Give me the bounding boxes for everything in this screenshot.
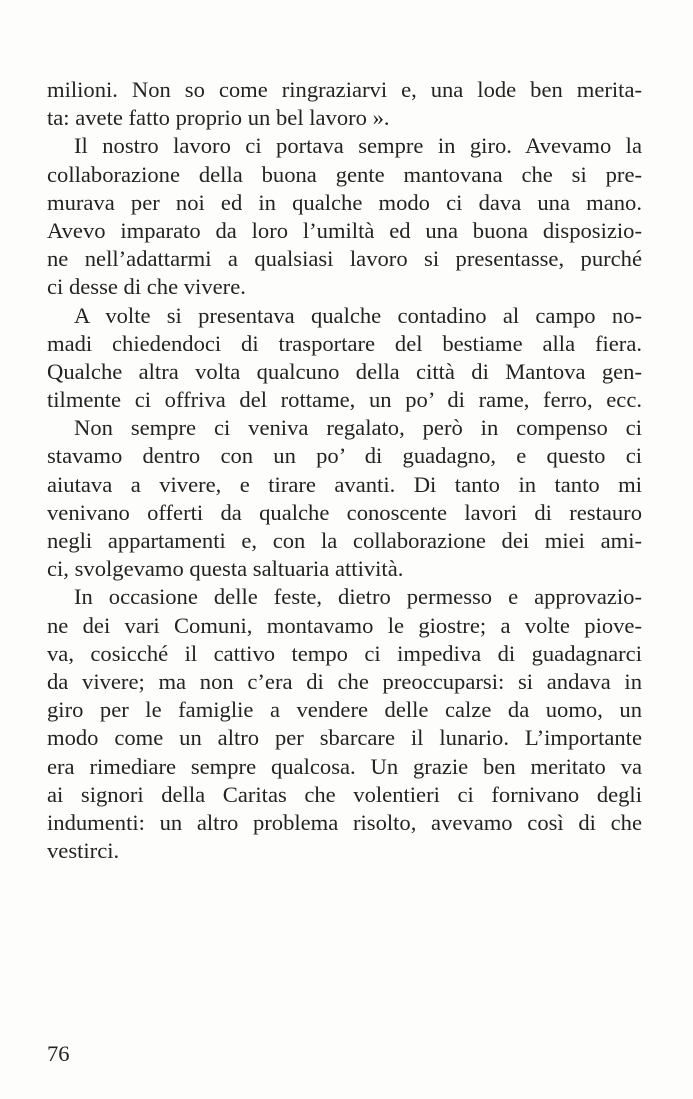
- text-line: milioni. Non so come ringraziarvi e, una lode ben merita-: [47, 77, 642, 102]
- text-line: aiutava a vivere, e tirare avanti. Di tanto in tanto mi: [47, 471, 642, 497]
- text-line: ci desse di che vivere.: [47, 274, 246, 300]
- text-line: indumenti: un altro problema risolto, avevamo così di che: [47, 809, 642, 835]
- paragraph: [47, 414, 642, 583]
- text-line: giro per le famiglie a vendere delle calze da uomo, un: [47, 697, 642, 723]
- paragraph: [47, 583, 642, 865]
- text-line: ne dei vari Comuni, montavamo le giostre; a volte piove-: [47, 612, 642, 638]
- text-line: stavamo dentro con un po’ di guadagno, e questo ci: [47, 443, 642, 469]
- text-line: da vivere; ma non c’era di che preoccuparsi: si andava in: [47, 668, 642, 694]
- paragraph: [47, 302, 642, 415]
- text-line: In occasione delle feste, dietro permesso e approvazio-: [74, 584, 642, 610]
- text-line: modo come un altro per sbarcare il lunario. L’importante: [47, 725, 642, 751]
- text-line: venivano offerti da qualche conoscente lavori di restauro: [47, 499, 642, 525]
- text-line: murava per noi ed in qualche modo ci dava una mano.: [47, 189, 642, 215]
- text-line: Il nostro lavoro ci portava sempre in giro. Avevamo la: [74, 133, 642, 159]
- text-line: tilmente ci offriva del rottame, un po’ di rame, ferro, ecc.: [47, 387, 642, 413]
- text-line: collaborazione della buona gente mantovana che si pre-: [47, 161, 642, 187]
- page-number: 76: [47, 1041, 70, 1066]
- paragraph: [47, 132, 642, 301]
- text-line: Non sempre ci veniva regalato, però in compenso ci: [74, 415, 642, 441]
- text-line: ta: avete fatto proprio un bel lavoro ».: [47, 105, 390, 131]
- text-line: Avevo imparato da loro l’umiltà ed una buona disposizio-: [47, 217, 642, 243]
- text-line: ne nell’adattarmi a qualsiasi lavoro si presentasse, purché: [47, 246, 642, 272]
- body-text: [47, 76, 642, 865]
- text-line: vestirci.: [47, 838, 120, 864]
- text-line: negli appartamenti e, con la collaborazione dei miei ami-: [47, 528, 642, 553]
- text-line: ci, svolgevamo questa saltuaria attività.: [47, 556, 404, 582]
- text-line: madi chiedendoci di trasportare del bestiame alla fiera.: [47, 330, 642, 356]
- text-line: A volte si presentava qualche contadino al campo no-: [74, 302, 642, 328]
- text-line: ai signori della Caritas che volentieri ci fornivano degli: [47, 781, 642, 807]
- text-line: Qualche altra volta qualcuno della città di Mantova gen-: [47, 358, 642, 384]
- text-line: va, cosicché il cattivo tempo ci impediva di guadagnarci: [47, 640, 642, 666]
- paragraph: [47, 76, 642, 132]
- text-line: era rimediare sempre qualcosa. Un grazie ben meritato va: [47, 753, 642, 779]
